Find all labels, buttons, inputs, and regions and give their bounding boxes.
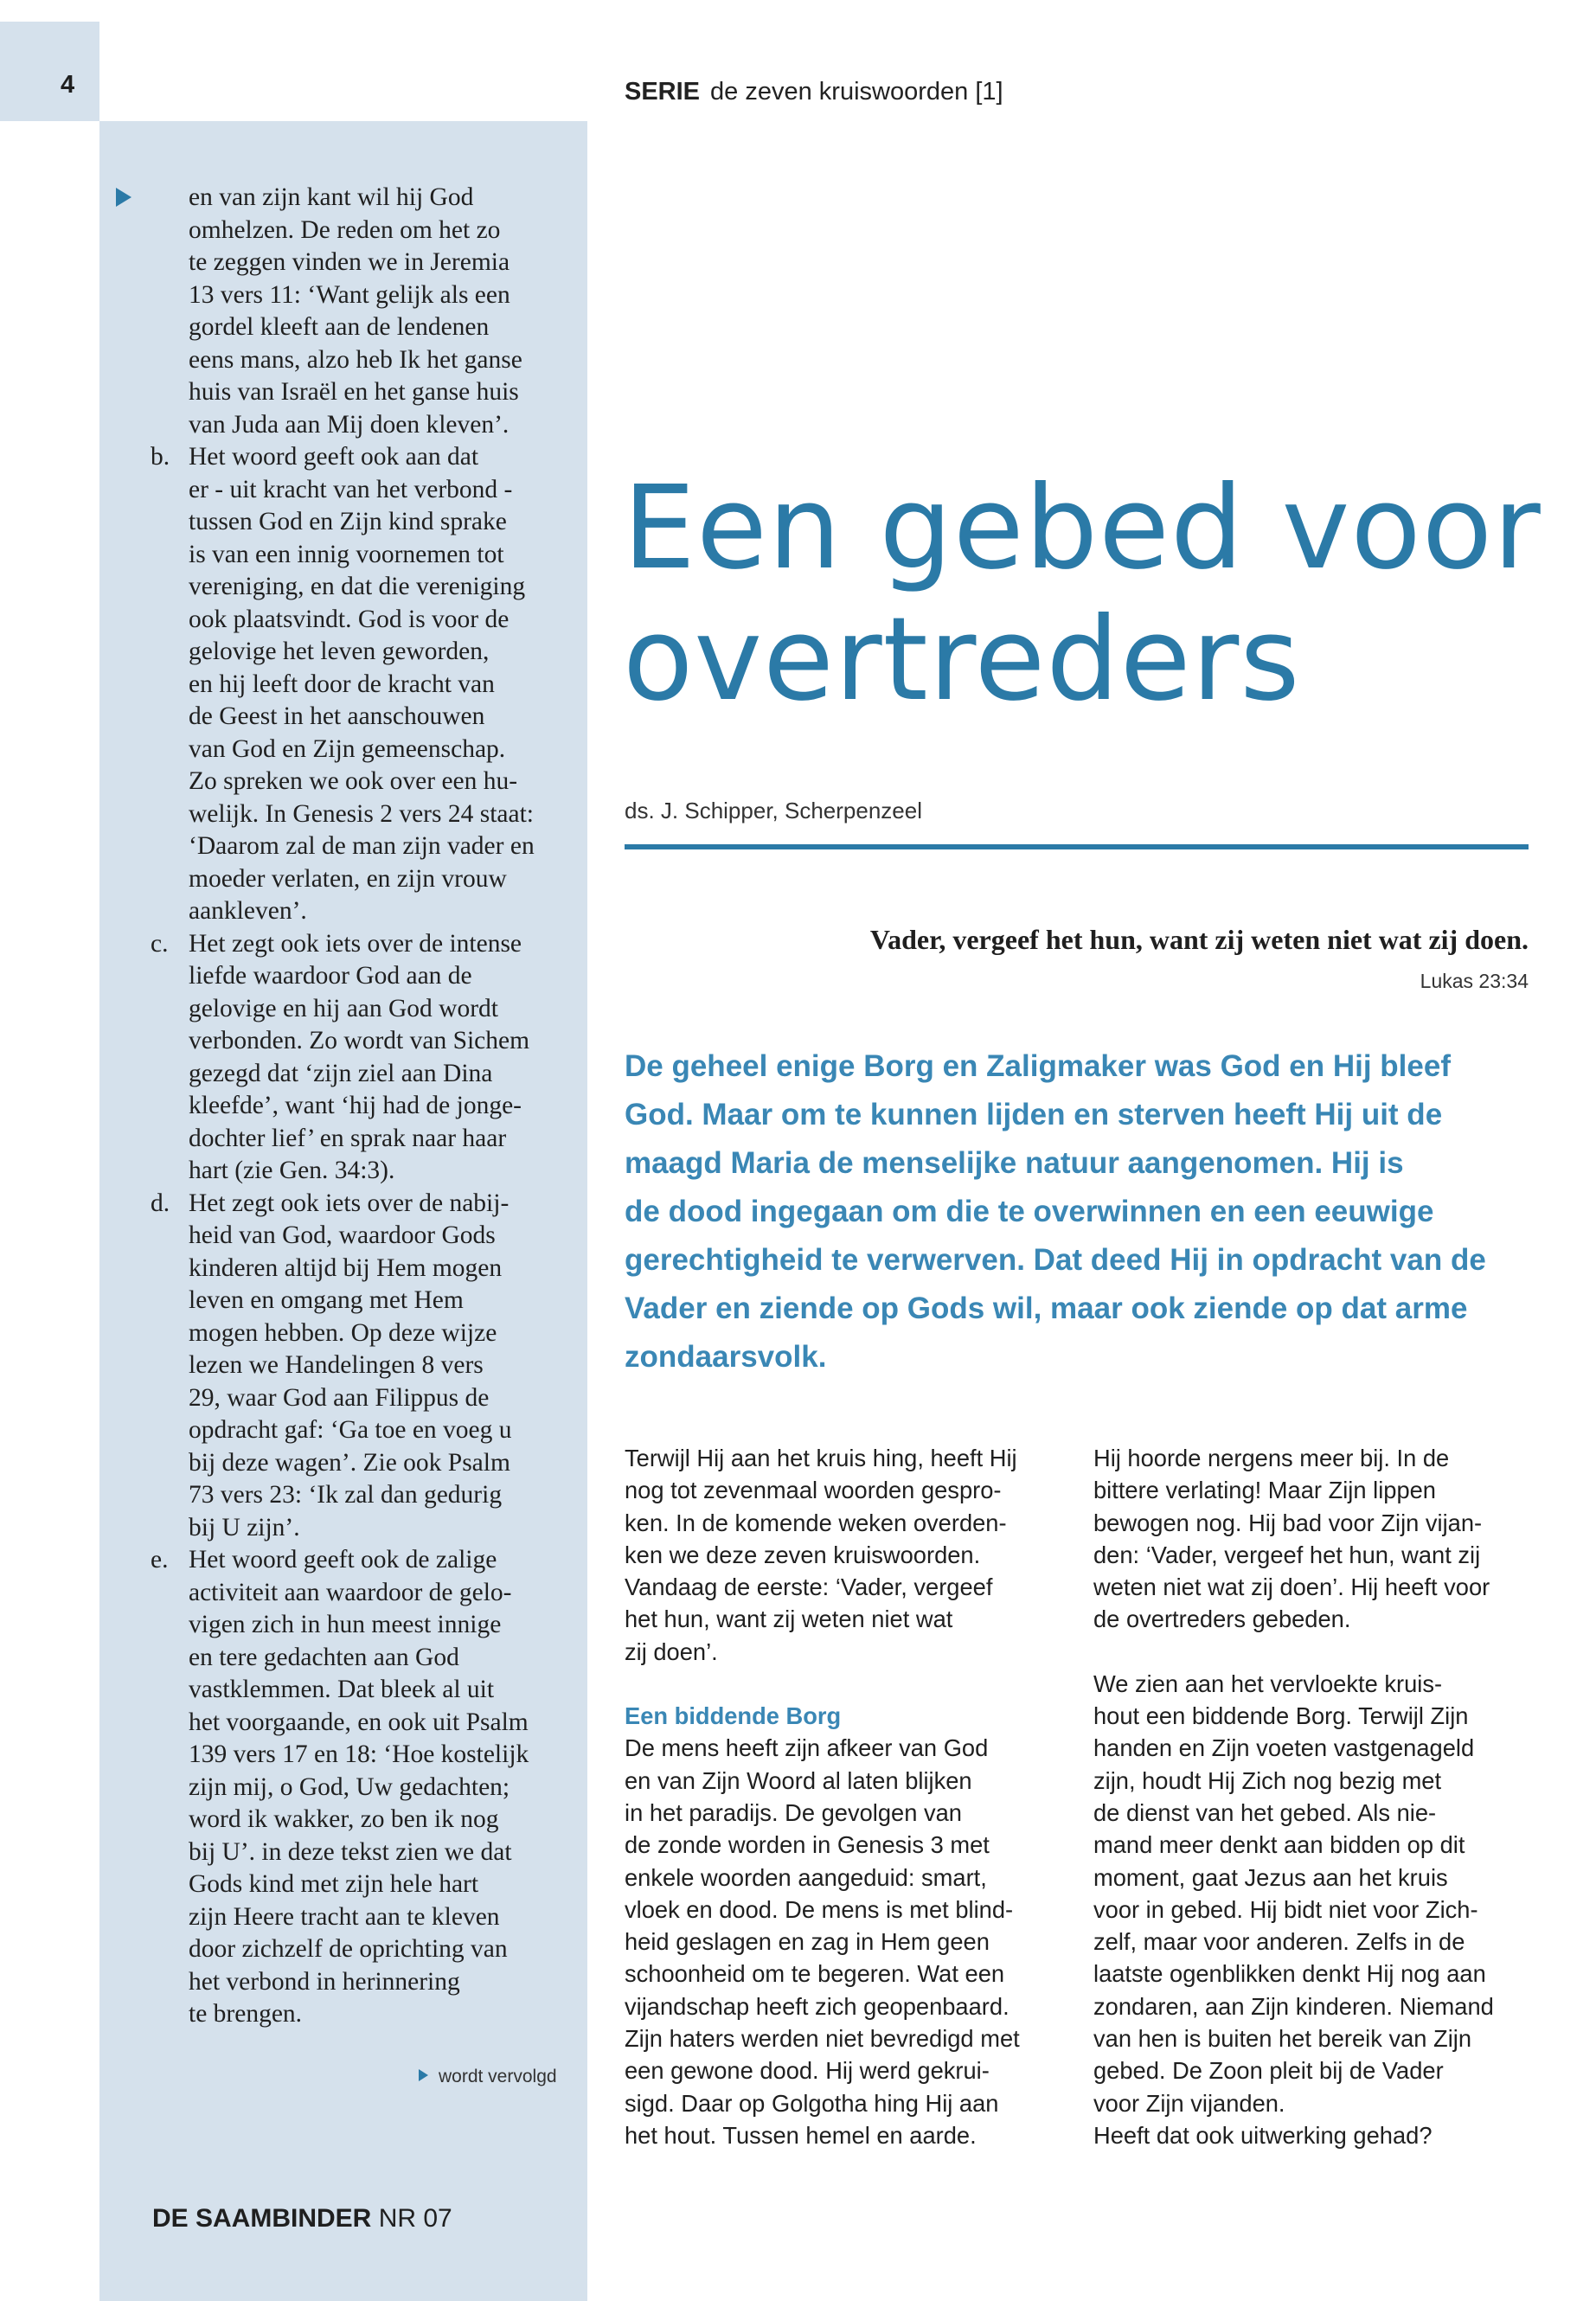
subheading: Een biddende Borg	[625, 1702, 842, 1730]
sidebar-item-line: het verbond in herinnering	[189, 1967, 460, 1996]
series-title: de zeven kruiswoorden [1]	[710, 78, 1003, 106]
body-line: bittere verlating! Maar Zijn lippen	[1093, 1477, 1436, 1504]
sidebar-item-line: het voorgaande, en ook uit Psalm	[189, 1708, 529, 1736]
page-number: 4	[61, 71, 75, 99]
sidebar-item-line: d. Het zegt ook iets over de nabij-	[189, 1188, 578, 1221]
body-line: het hun, want zij weten niet wat	[625, 1606, 953, 1633]
body-line: de zonde worden in Genesis 3 met	[625, 1831, 990, 1859]
paragraph-gap	[625, 1668, 1074, 1700]
sidebar-item-line: ‘Daarom zal de man zijn vader en	[189, 832, 535, 860]
body-line: zondaren, aan Zijn kinderen. Niemand	[1093, 1992, 1494, 2020]
scripture-reference: Lukas 23:34	[1420, 970, 1529, 992]
body-line: zelf, maar voor anderen. Zelfs in de	[1093, 1928, 1465, 1956]
intro-line: God. Maar om te kunnen lijden en sterven heeft Hij uit de	[625, 1098, 1443, 1131]
article-title	[623, 463, 1542, 726]
body-line: laatste ogenblikken denkt Hij nog aan	[1093, 1960, 1486, 1988]
sidebar-item-line: gezegd dat ‘zijn ziel aan Dina	[189, 1059, 493, 1087]
body-line: handen en Zijn voeten vastgenageld	[1093, 1734, 1475, 1762]
sidebar-item-line: ook plaatsvindt. God is voor de	[189, 605, 510, 633]
sidebar-line: 13 vers 11: ‘Want gelijk als een	[189, 280, 510, 309]
intro-line: Vader en ziende op Gods wil, maar ook ziende op dat arme	[625, 1292, 1468, 1325]
sidebar-item-line: en tere gedachten aan God	[189, 1643, 459, 1671]
intro-line: gerechtigheid te verwerven. Dat deed Hij in opdracht van de	[625, 1243, 1486, 1277]
sidebar-item-line: bij U zijn’.	[189, 1513, 300, 1541]
sidebar-item-line: word ik wakker, zo ben ik nog	[189, 1805, 499, 1833]
sidebar-item-line: 73 vers 23: ‘Ik zal dan gedurig	[189, 1481, 503, 1509]
sidebar-item-line: lezen we Handelingen 8 vers	[189, 1351, 484, 1379]
body-line: voor in gebed. Hij bidt niet voor Zich-	[1093, 1895, 1478, 1923]
body-line: het hout. Tussen hemel en aarde.	[625, 2121, 977, 2149]
body-line: vijandschap heeft zich geopenbaard.	[625, 1992, 1010, 2020]
list-item-label: e.	[151, 1546, 169, 1574]
title-divider	[625, 844, 1529, 849]
body-line: en van Zijn Woord al laten blijken	[625, 1766, 972, 1794]
triangle-icon	[419, 2069, 428, 2081]
body-line: in het paradijs. De gevolgen van	[625, 1798, 962, 1826]
sidebar-item-line: leven en omgang met Hem	[189, 1286, 464, 1314]
sidebar-text	[151, 182, 578, 2031]
intro-line: De geheel enige Borg en Zaligmaker was God en Hij bleef	[625, 1049, 1451, 1083]
sidebar-item-line: c. Het zegt ook iets over de intense	[189, 928, 578, 961]
sidebar-item-line: activiteit aan waardoor de gelo-	[189, 1578, 512, 1606]
sidebar-item-line: welijk. In Genesis 2 vers 24 staat:	[189, 799, 534, 828]
body-column-1	[625, 1442, 1074, 2151]
body-line: bewogen nog. Hij bad voor Zijn vijan-	[1093, 1509, 1483, 1536]
sidebar-item-line: van God en Zijn gemeenschap.	[189, 734, 506, 763]
body-line: den: ‘Vader, vergeef het hun, want zij	[1093, 1541, 1481, 1568]
list-item-label: b.	[151, 443, 170, 471]
body-line: Hij hoorde nergens meer bij. In de	[1093, 1445, 1450, 1471]
sidebar-item-line: gelovige het leven geworden,	[189, 638, 490, 665]
sidebar-item-line: 139 vers 17 en 18: ‘Hoe kostelijk	[189, 1740, 529, 1768]
sidebar-item-line: de Geest in het aanschouwen	[189, 702, 485, 730]
list-item-label: d.	[151, 1189, 170, 1217]
body-line: De mens heeft zijn afkeer van God	[625, 1734, 989, 1762]
sidebar-item-line: aankleven’.	[189, 897, 307, 925]
body-line: mand meer denkt aan bidden op dit	[1093, 1831, 1465, 1859]
title-line: Een gebed voor	[623, 462, 1542, 595]
sidebar-item-line: tussen God en Zijn kind sprake	[189, 508, 507, 535]
continuation-arrow-icon	[116, 188, 131, 207]
sidebar-line: en van zijn kant wil hij God	[189, 183, 474, 211]
sidebar-item-line: moeder verlaten, en zijn vrouw	[189, 864, 507, 893]
sidebar-item-line: vigen zich in hun meest innige	[189, 1611, 502, 1638]
sidebar-item-line: en hij leeft door de kracht van	[189, 670, 495, 698]
sidebar-item-line: gelovige en hij aan God wordt	[189, 994, 499, 1022]
sidebar-item-line: 29, waar God aan Filippus de	[189, 1383, 490, 1412]
series-header	[625, 78, 1003, 106]
paragraph-gap	[1093, 1636, 1543, 1668]
body-line: van hen is buiten het bereik van Zijn	[1093, 2025, 1472, 2053]
title-line: overtreders	[623, 593, 1301, 727]
sidebar-item-line: vereniging, en dat die vereniging	[189, 573, 526, 600]
continued-label: wordt vervolgd	[439, 2067, 557, 2086]
intro-line: maagd Maria de menselijke natuur aangenomen. Hij is	[625, 1146, 1404, 1180]
author-byline: ds. J. Schipper, Scherpenzeel	[625, 798, 922, 824]
intro-line: de dood ingegaan om die te overwinnen en een eeuwige	[625, 1195, 1434, 1228]
body-line: ken we deze zeven kruiswoorden.	[625, 1541, 981, 1568]
intro-line: zondaarsvolk.	[625, 1340, 827, 1374]
body-line: hout een biddende Borg. Terwijl Zijn	[1093, 1702, 1469, 1730]
sidebar-item-line: vastklemmen. Dat bleek al uit	[189, 1676, 495, 1703]
sidebar-line: te zeggen vinden we in Jeremia	[189, 248, 510, 276]
magazine-name: DE SAAMBINDER	[152, 2204, 372, 2233]
body-line: Vandaag de eerste: ‘Vader, vergeef	[625, 1574, 993, 1601]
body-line: een gewone dood. Hij werd gekrui-	[625, 2057, 990, 2085]
list-item-label: c.	[151, 929, 169, 958]
body-line: enkele woorden aangeduid: smart,	[625, 1863, 987, 1891]
intro-paragraph	[625, 1042, 1542, 1381]
body-line: de dienst van het gebed. Als nie-	[1093, 1798, 1437, 1826]
sidebar-line: omhelzen. De reden om het zo	[189, 215, 501, 244]
sidebar-item-line: heid van God, waardoor Gods	[189, 1221, 496, 1249]
body-line: moment, gaat Jezus aan het kruis	[1093, 1863, 1448, 1891]
sidebar-item-line: mogen hebben. Op deze wijze	[189, 1318, 497, 1347]
body-line: weten niet wat zij doen’. Hij heeft voor	[1093, 1574, 1490, 1601]
series-label: SERIE	[625, 78, 701, 106]
sidebar-item-line: opdracht gaf: ‘Ga toe en voeg u	[189, 1416, 512, 1444]
body-line: schoonheid om te begeren. Wat een	[625, 1960, 1005, 1988]
continued-note	[419, 2067, 557, 2087]
sidebar-item-line: Zo spreken we ook over een hu-	[189, 767, 518, 795]
body-line: Zijn haters werden niet bevredigd met	[625, 2025, 1020, 2053]
sidebar-line: eens mans, alzo heb Ik het ganse	[189, 345, 522, 374]
issue-number: NR 07	[378, 2204, 452, 2233]
sidebar-item-line: hart (zie Gen. 34:3).	[189, 1157, 395, 1184]
body-line: heid geslagen en zag in Hem geen	[625, 1928, 990, 1956]
sidebar-item-line: bij deze wagen’. Zie ook Psalm	[189, 1448, 510, 1477]
magazine-footer	[152, 2204, 452, 2234]
body-line: nog tot zevenmaal woorden gespro-	[625, 1477, 1002, 1504]
body-line: zij doen’.	[625, 1638, 718, 1665]
page-tab	[0, 22, 99, 121]
sidebar-item-line: b. Het woord geeft ook aan dat	[189, 441, 578, 474]
sidebar-line: van Juda aan Mij doen kleven’.	[189, 410, 510, 439]
body-line: de overtreders gebeden.	[1093, 1606, 1351, 1633]
sidebar-item-line: te brengen.	[189, 2000, 303, 2028]
sidebar-line: huis van Israël en het ganse huis	[189, 378, 519, 406]
body-line: We zien aan het vervloekte kruis-	[1093, 1670, 1443, 1697]
sidebar-item-line: er - uit kracht van het verbond -	[189, 475, 513, 503]
body-line: vloek en dood. De mens is met blind-	[625, 1895, 1014, 1923]
sidebar-line: gordel kleeft aan de lendenen	[189, 313, 490, 341]
sidebar-item-line: kleefde’, want ‘hij had de jonge-	[189, 1092, 522, 1119]
sidebar-item-line: is van een innig voornemen tot	[189, 540, 504, 568]
sidebar-item-line: e. Het woord geeft ook de zalige	[189, 1544, 578, 1577]
body-line: gebed. De Zoon pleit bij de Vader	[1093, 2057, 1444, 2085]
body-line: sigd. Daar op Golgotha hing Hij aan	[625, 2089, 999, 2117]
body-line: zijn, houdt Hij Zich nog bezig met	[1093, 1766, 1442, 1794]
body-line: Heeft dat ook uitwerking gehad?	[1093, 2121, 1433, 2149]
sidebar-item-line: kinderen altijd bij Hem mogen	[189, 1253, 503, 1282]
sidebar-item-line: dochter lief’ en sprak naar haar	[189, 1124, 507, 1152]
body-line: voor Zijn vijanden.	[1093, 2089, 1285, 2117]
body-column-2	[1093, 1442, 1543, 2151]
sidebar-item-line: verbonden. Zo wordt van Sichem	[189, 1027, 530, 1054]
scripture-quote: Vader, vergeef het hun, want zij weten niet wat zij doen.	[869, 924, 1529, 955]
sidebar-item-line: bij U’. in deze tekst zien we dat	[189, 1837, 512, 1866]
sidebar-item-line: door zichzelf de oprichting van	[189, 1935, 508, 1963]
sidebar-item-line: Gods kind met zijn hele hart	[189, 1870, 479, 1898]
sidebar-item-line: liefde waardoor God aan de	[189, 962, 472, 990]
body-line: ken. In de komende weken overden-	[625, 1509, 1007, 1536]
sidebar-item-line: zijn mij, o God, Uw gedachten;	[189, 1772, 510, 1801]
sidebar-item-line: zijn Heere tracht aan te kleven	[189, 1902, 500, 1931]
body-line: Terwijl Hij aan het kruis hing, heeft Hij	[625, 1445, 1017, 1471]
